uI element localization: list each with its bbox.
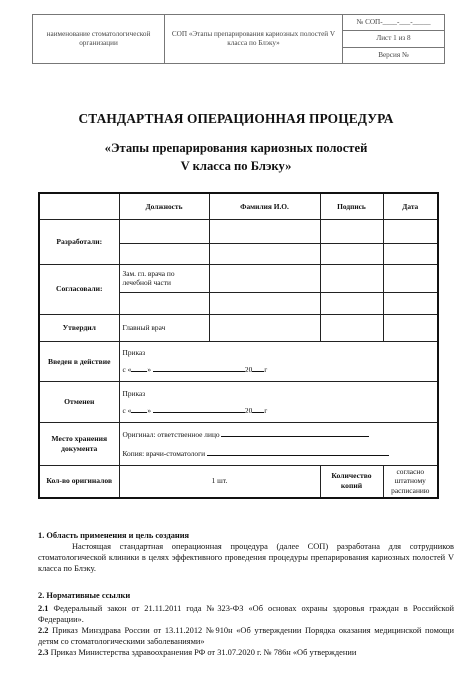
approved-position: Главный врач bbox=[119, 315, 209, 341]
order-year-prefix: 20 bbox=[244, 364, 253, 374]
order-year-blank bbox=[252, 405, 264, 413]
empty-cell bbox=[383, 219, 438, 243]
empty-cell bbox=[383, 292, 438, 314]
order-label: Приказ bbox=[122, 348, 146, 358]
table-row bbox=[39, 315, 438, 341]
reference-item bbox=[38, 648, 454, 659]
table-row bbox=[39, 422, 438, 465]
order-date-mid: » bbox=[147, 405, 152, 415]
table-header-row bbox=[39, 193, 438, 219]
order-month-blank bbox=[153, 405, 245, 413]
reference-number: 2.1 bbox=[38, 603, 49, 613]
copy-line bbox=[123, 448, 435, 459]
cancelled-order-cell bbox=[119, 382, 438, 423]
sheet-cell: Лист 1 из 8 bbox=[343, 31, 445, 47]
original-label: Оригинал: ответственное лицо bbox=[122, 429, 220, 439]
empty-cell bbox=[209, 292, 320, 314]
header-position: Должность bbox=[119, 193, 209, 219]
version-cell: Версия № bbox=[343, 47, 445, 63]
order-day-blank bbox=[131, 364, 147, 372]
storage-label: Место хранения документа bbox=[39, 422, 119, 465]
empty-cell bbox=[320, 264, 383, 292]
reference-text: Приказ Министерства здравоохранения РФ от 31.07.2020 г. № 786н «Об утверждении bbox=[50, 647, 357, 657]
org-name-cell: наименование стоматологической организации bbox=[33, 15, 165, 64]
sop-title-cell: СОП «Этапы препарирования кариозных полостей V класса по Блэку» bbox=[165, 15, 343, 64]
empty-cell bbox=[320, 315, 383, 341]
table-row bbox=[39, 465, 438, 498]
cancelled-label: Отменен bbox=[39, 382, 119, 423]
empty-cell bbox=[39, 193, 119, 219]
document-header bbox=[32, 14, 445, 64]
table-row bbox=[39, 382, 438, 423]
copies-count-value: согласно штатному расписанию bbox=[383, 465, 438, 498]
order-date bbox=[123, 405, 435, 416]
order-date bbox=[123, 364, 435, 375]
order-date-suffix: г bbox=[264, 364, 268, 374]
copy-label: Копия: врачи-стоматологи bbox=[122, 449, 206, 459]
header-signature: Подпись bbox=[320, 193, 383, 219]
order-date-prefix: с « bbox=[122, 364, 132, 374]
header-date: Дата bbox=[383, 193, 438, 219]
empty-cell bbox=[320, 292, 383, 314]
order-year-prefix: 20 bbox=[244, 405, 253, 415]
approval-table bbox=[38, 192, 439, 499]
section-references bbox=[38, 591, 454, 659]
order-year-blank bbox=[252, 364, 264, 372]
empty-cell bbox=[320, 219, 383, 243]
copies-count-label: Количество копий bbox=[320, 465, 383, 498]
empty-cell bbox=[383, 315, 438, 341]
agreed-label: Согласовали: bbox=[39, 264, 119, 315]
introduced-label: Введен в действие bbox=[39, 341, 119, 382]
storage-cell bbox=[119, 422, 438, 465]
section-scope bbox=[38, 531, 454, 575]
empty-cell bbox=[209, 315, 320, 341]
empty-cell bbox=[119, 292, 209, 314]
document-title: СТАНДАРТНАЯ ОПЕРАЦИОННАЯ ПРОЦЕДУРА bbox=[78, 111, 394, 126]
empty-cell bbox=[119, 219, 209, 243]
reference-number: 2.2 bbox=[38, 625, 49, 635]
table-row bbox=[39, 341, 438, 382]
order-day-blank bbox=[131, 405, 147, 413]
original-line bbox=[123, 429, 435, 440]
empty-cell bbox=[383, 264, 438, 292]
table-row bbox=[39, 219, 438, 243]
originals-count-value: 1 шт. bbox=[119, 465, 320, 498]
reference-text: Федеральный закон от 21.11.2011 года №323-ФЗ «Об основах охраны здоровья граждан в Российской Федерации». bbox=[38, 603, 454, 624]
agreed-position: Зам. гл. врача по лечебной части bbox=[119, 264, 209, 292]
empty-cell bbox=[383, 244, 438, 264]
sop-number-cell: № СОП-____-___-_____ bbox=[343, 15, 445, 31]
copy-blank bbox=[207, 448, 389, 456]
document-subtitle-line2: V класса по Блэку» bbox=[180, 159, 292, 173]
order-label: Приказ bbox=[122, 388, 146, 398]
document-subtitle-line1: «Этапы препарирования кариозных полостей bbox=[104, 141, 368, 155]
empty-cell bbox=[209, 264, 320, 292]
order-date-prefix: с « bbox=[122, 405, 132, 415]
approved-label: Утвердил bbox=[39, 315, 119, 341]
reference-text: Приказ Минздрава России от 13.11.2012 №910н «Об утверждении Порядка оказания медицинской помощи детям со стоматологическими заболеваниями» bbox=[38, 625, 454, 646]
empty-cell bbox=[320, 244, 383, 264]
original-blank bbox=[221, 429, 369, 437]
empty-cell bbox=[209, 219, 320, 243]
originals-count-label: Кол-во оригиналов bbox=[39, 465, 119, 498]
reference-item bbox=[38, 626, 454, 648]
section1-text: Настоящая стандартная операционная процедура (далее СОП) разработана для сотрудников стоматологической клиники в целях эффективного проведения процедуры препарирования кариозных полостей V класса по Блэку. bbox=[38, 541, 454, 573]
developed-label: Разработали: bbox=[39, 219, 119, 264]
section1-heading: 1. Область применения и цель создания bbox=[38, 531, 190, 540]
order-date-mid: » bbox=[147, 364, 152, 374]
order-month-blank bbox=[153, 364, 245, 372]
header-name: Фамилия И.О. bbox=[209, 193, 320, 219]
reference-item bbox=[38, 604, 454, 626]
order-date-suffix: г bbox=[264, 405, 268, 415]
empty-cell bbox=[119, 244, 209, 264]
table-row bbox=[39, 264, 438, 292]
section2-heading: 2. Нормативные ссылки bbox=[38, 591, 131, 600]
introduced-order-cell bbox=[119, 341, 438, 382]
reference-number: 2.3 bbox=[38, 647, 49, 657]
empty-cell bbox=[209, 244, 320, 264]
